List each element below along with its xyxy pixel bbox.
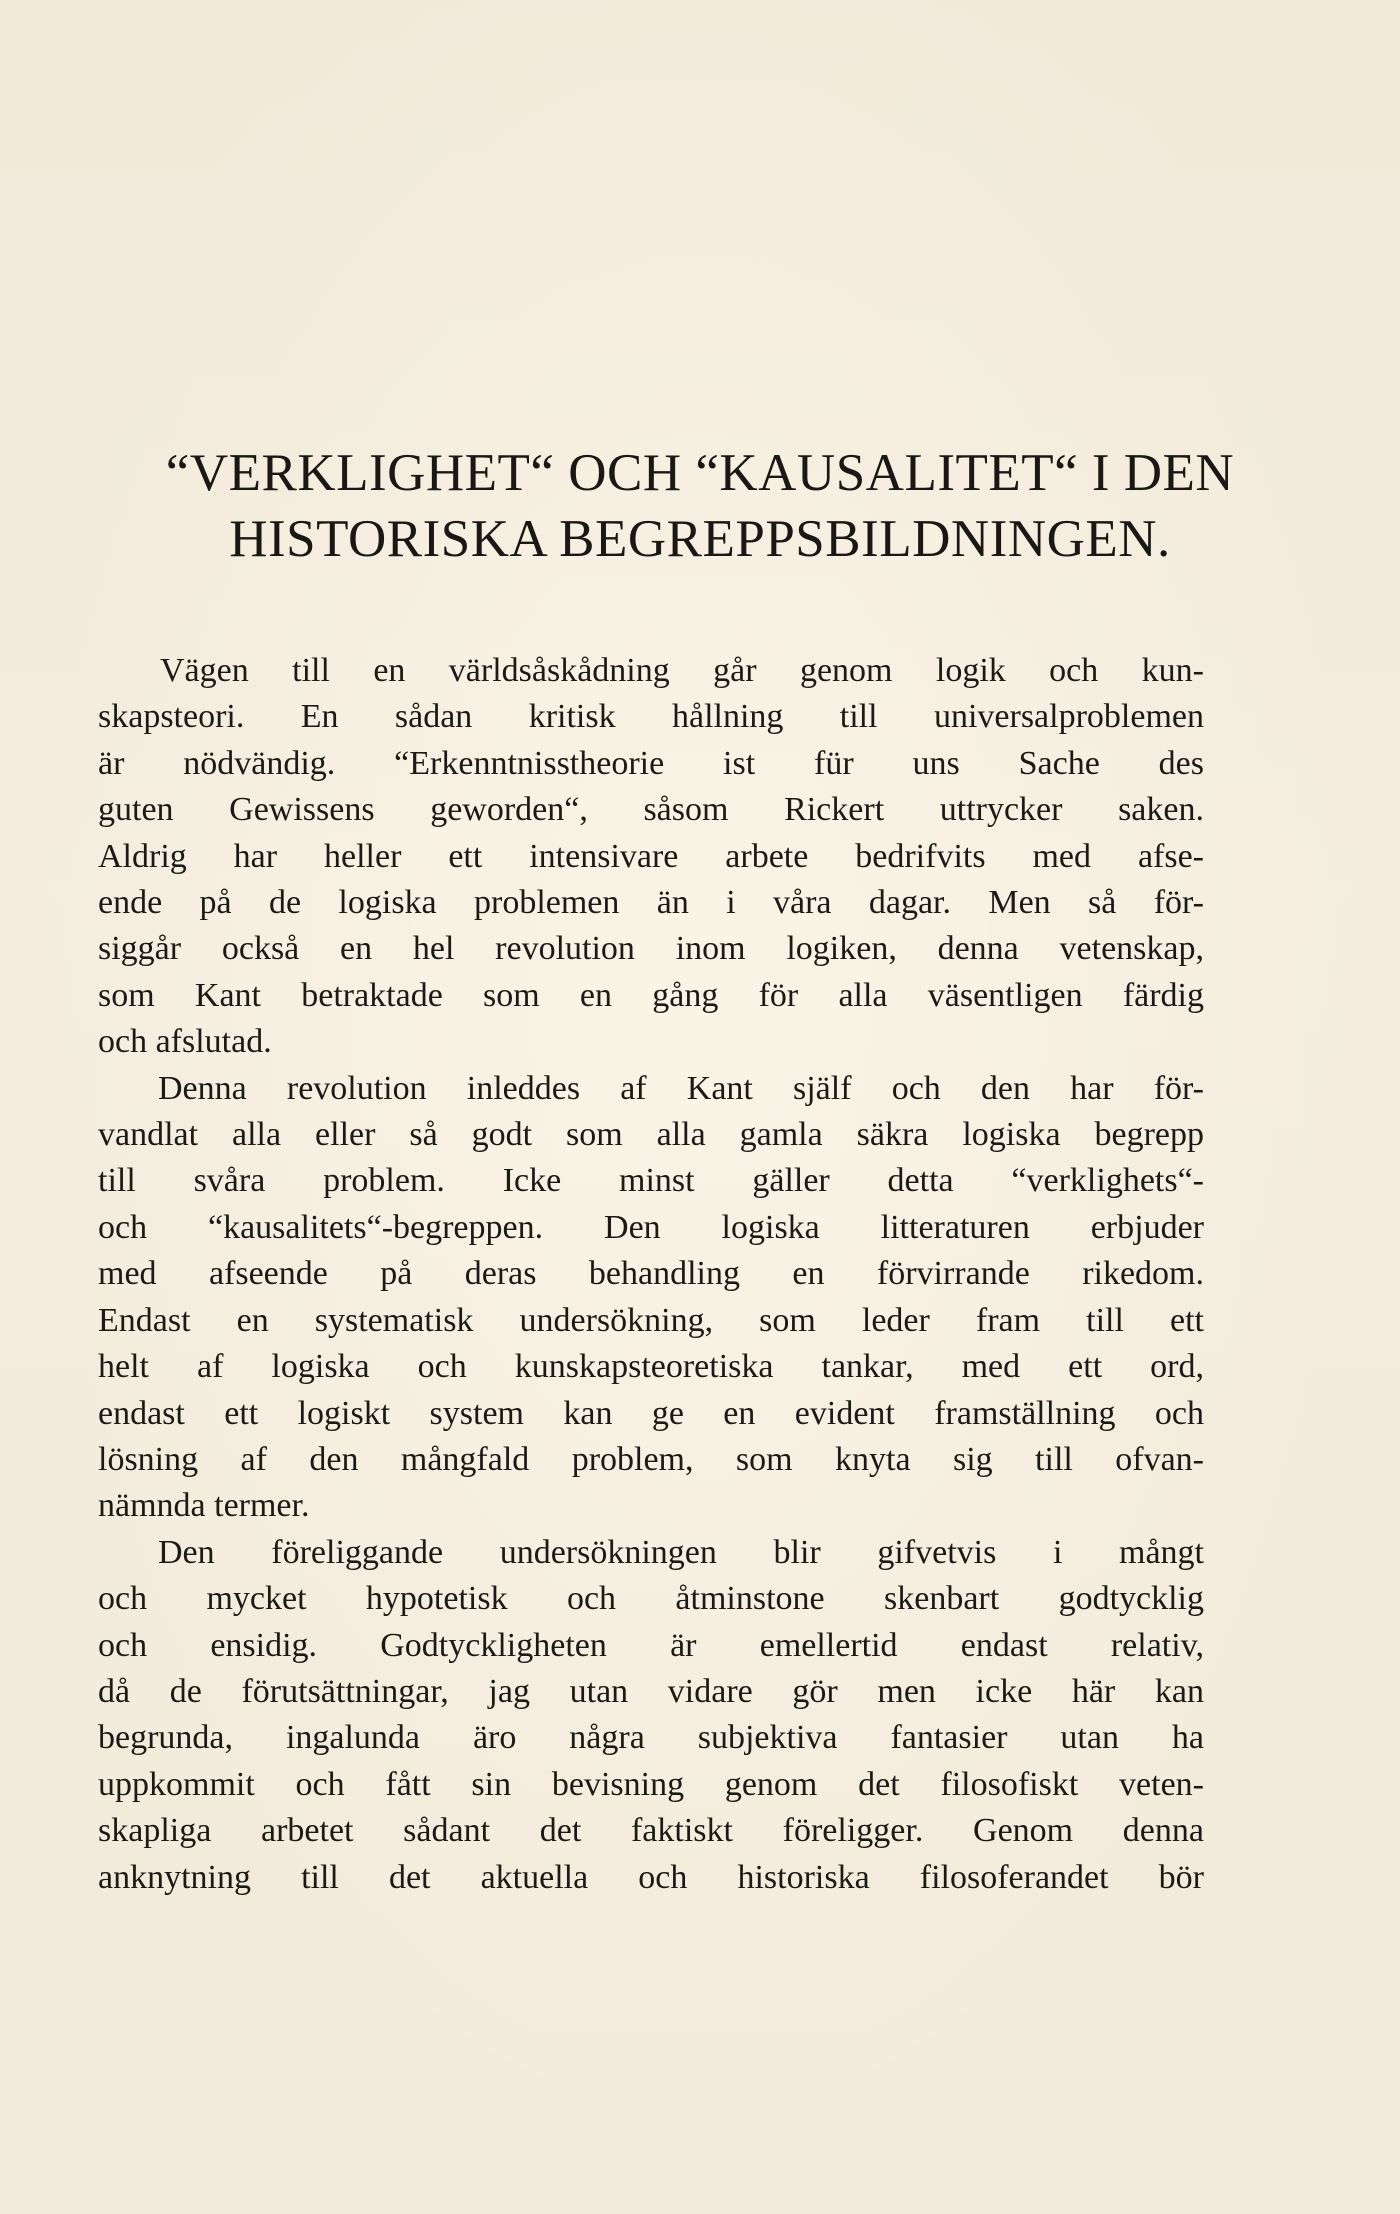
text-line: begrunda, ingalunda äro några subjektiva fantasier utan ha	[98, 1719, 1204, 1757]
text-line: Endast en systematisk undersökning, som leder fram till ett	[98, 1301, 1204, 1339]
text-line: och “kausalitets“-begreppen. Den logiska litteraturen erbjuder	[98, 1208, 1204, 1246]
text-line: Den föreliggande undersökningen blir gifvetvis i mångt	[158, 1533, 1204, 1571]
paragraph-1	[98, 648, 1204, 1066]
text-line: nämnda termer.	[98, 1487, 310, 1525]
text-line: uppkommit och fått sin bevisning genom det filosofiskt veten-	[98, 1765, 1204, 1803]
body-text	[98, 648, 1204, 1901]
text-line: Denna revolution inleddes af Kant själf och den har för-	[158, 1069, 1204, 1107]
text-line: då de förutsättningar, jag utan vidare gör men icke här kan	[98, 1672, 1204, 1710]
text-line: endast ett logiskt system kan ge en evident framställning och	[98, 1394, 1204, 1432]
text-line: till svåra problem. Icke minst gäller detta “verklighets“-	[98, 1162, 1204, 1200]
text-line: Aldrig har heller ett intensivare arbete bedrifvits med afse-	[98, 837, 1204, 875]
text-line: Vägen till en världsåskådning går genom logik och kun-	[160, 652, 1204, 689]
paragraph-3	[98, 1530, 1204, 1901]
text-line: lösning af den mångfald problem, som knyta sig till ofvan-	[98, 1440, 1204, 1478]
text-line: siggår också en hel revolution inom logiken, denna vetenskap,	[98, 930, 1204, 968]
text-line: ende på de logiska problemen än i våra dagar. Men så för-	[98, 884, 1204, 922]
text-line: skapliga arbetet sådant det faktiskt föreligger. Genom denna	[98, 1812, 1204, 1850]
page-title	[80, 440, 1320, 572]
text-line: helt af logiska och kunskapsteoretiska tankar, med ett ord,	[98, 1348, 1204, 1386]
text-line: som Kant betraktade som en gång för alla väsentligen färdig	[98, 976, 1204, 1014]
text-line: och afslutad.	[98, 1023, 272, 1061]
text-line: vandlat alla eller så godt som alla gamla säkra logiska begrepp	[98, 1116, 1204, 1154]
text-line: och mycket hypotetisk och åtminstone skenbart godtycklig	[98, 1580, 1204, 1618]
title-line-1: “VERKLIGHET“ OCH “KAUSALITET“ I DEN	[165, 444, 1235, 502]
paragraph-2	[98, 1066, 1204, 1530]
text-line: anknytning till det aktuella och historiska filosoferandet bör	[98, 1858, 1204, 1896]
text-line: skapsteori. En sådan kritisk hållning till universalproblemen	[98, 698, 1204, 736]
text-line: och ensidig. Godtyckligheten är emellertid endast relativ,	[98, 1626, 1204, 1664]
title-line-2: HISTORISKA BEGREPPSBILDNINGEN.	[229, 510, 1171, 568]
text-line: med afseende på deras behandling en förvirrande rikedom.	[98, 1255, 1204, 1293]
text-line: är nödvändig. “Erkenntnisstheorie ist für uns Sache des	[98, 744, 1204, 782]
text-line: guten Gewissens geworden“, såsom Rickert uttrycker saken.	[98, 791, 1204, 829]
